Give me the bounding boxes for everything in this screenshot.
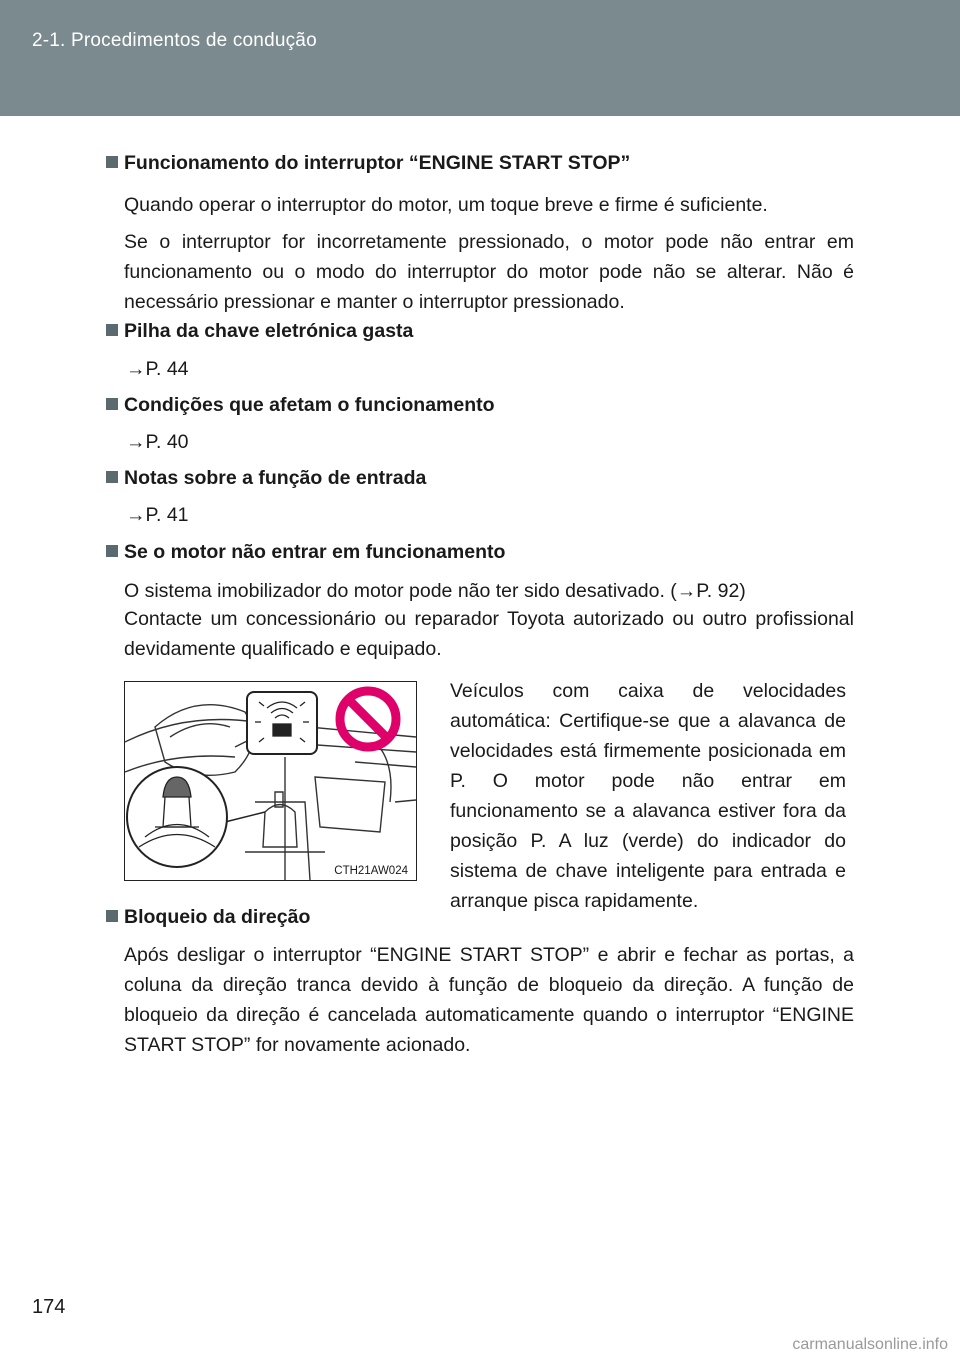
page-reference: →P. 40 xyxy=(126,431,189,453)
bullet-square-icon xyxy=(106,156,118,168)
key-indicator-callout xyxy=(235,692,317,754)
figure-code: CTH21AW024 xyxy=(334,865,408,877)
figure-caption: Veículos com caixa de velocidades automática: Certifique-se que a alavanca de velocidades está firmemente posicionada em P. O motor pode não entrar em funcionamento se a alavanca estiver fora da posição P. A luz (verde) do indicador do sistema de chave inteligente para entrada e arranque pisca rapidamente. xyxy=(450,680,846,912)
dashboard-illustration xyxy=(125,682,416,880)
prohibition-icon xyxy=(340,691,396,747)
page-reference: →P. 41 xyxy=(126,504,189,526)
heading-battery: Pilha da chave eletrónica gasta xyxy=(106,320,413,343)
heading-steering-lock: Bloqueio da direção xyxy=(106,906,310,929)
bullet-square-icon xyxy=(106,471,118,483)
section-title: 2-1. Procedimentos de condução xyxy=(32,30,317,51)
bullet-square-icon xyxy=(106,910,118,922)
bullet-square-icon xyxy=(106,398,118,410)
watermark: carmanualsonline.info xyxy=(792,1336,948,1353)
shift-lever-callout xyxy=(127,767,265,867)
paragraph: Contacte um concessionário ou reparador Toyota autorizado ou outro profissional devidamente qualificado e equipado. xyxy=(124,608,854,660)
heading-engine-switch: Funcionamento do interruptor “ENGINE START STOP” xyxy=(106,152,630,175)
paragraph: Quando operar o interruptor do motor, um toque breve e firme é suficiente. xyxy=(124,194,768,216)
heading-conditions: Condições que afetam o funcionamento xyxy=(106,394,495,417)
paragraph: Se o interruptor for incorretamente pressionado, o motor pode não entrar em funcionamento ou o modo do interruptor do motor pode não se alterar. Não é necessário pressionar e manter o interruptor pressionado. xyxy=(124,231,854,313)
page-number: 174 xyxy=(32,1296,66,1318)
bullet-square-icon xyxy=(106,545,118,557)
heading-engine-not-start: Se o motor não entrar em funcionamento xyxy=(106,541,505,564)
illustration-shift-lever xyxy=(124,681,417,881)
paragraph: Após desligar o interruptor “ENGINE START STOP” e abrir e fechar as portas, a coluna da direção tranca devido à função de bloqueio da direção. A função de bloqueio da direção é cancelada automaticamente quando o interruptor “ENGINE START STOP” for novamente acionado. xyxy=(124,944,854,1056)
heading-entry-notes: Notas sobre a função de entrada xyxy=(106,467,426,490)
header-band xyxy=(0,0,960,116)
paragraph: O sistema imobilizador do motor pode não ter sido desativado. (→P. 92) xyxy=(124,580,746,602)
page-reference: →P. 44 xyxy=(126,358,189,380)
bullet-square-icon xyxy=(106,324,118,336)
